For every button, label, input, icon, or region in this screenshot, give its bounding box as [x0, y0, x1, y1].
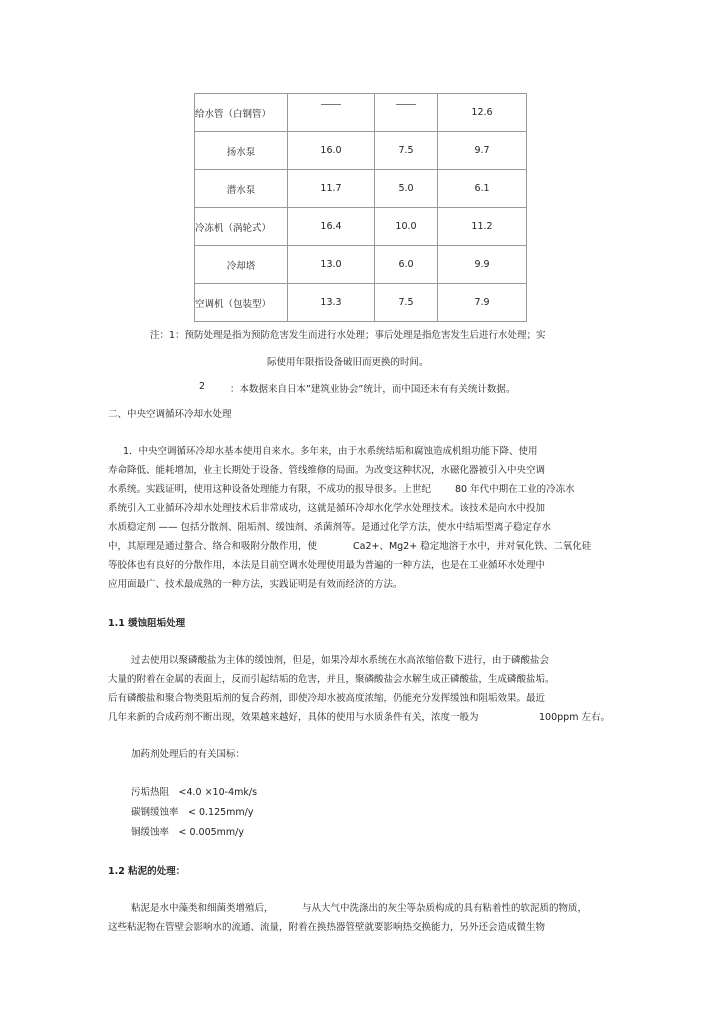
table-cell: 16.0	[288, 132, 375, 170]
table-row	[195, 94, 527, 132]
table-cell: 给水管（白钢管）	[195, 94, 288, 132]
index-line: 污垢热阻 <4.0 ×10-4mk/s	[131, 787, 258, 798]
table-cell: 7.9	[438, 284, 527, 322]
table-cell: 7.5	[375, 284, 438, 322]
table-cell: 7.5	[375, 132, 438, 170]
table-cell: 11.7	[288, 170, 375, 208]
data-table	[194, 93, 527, 322]
note-line-3: ：本数据来自日本”建筑业协会”统计，而中国还未有有关统计数据。	[230, 384, 516, 395]
table-cell: 16.4	[288, 208, 375, 246]
table-cell: 冷却塔	[195, 246, 288, 284]
table-row	[195, 132, 527, 170]
paragraph-line: 中，其原理是通过螯合、络合和吸附分散作用，使	[108, 541, 318, 552]
table-cell: 6.0	[375, 246, 438, 284]
table-cell: 冷冻机（涡轮式）	[195, 208, 288, 246]
paragraph-line: 过去使用以聚磷酸盐为主体的缓蚀剂，但是，如果冷却水系统在水高浓缩倍数下进行，由于磷酸盐会	[131, 655, 550, 666]
index-line: 碳钢缓蚀率 < 0.125mm/y	[131, 807, 254, 818]
paragraph-line: 80 年代中期在工业的冷冻水	[455, 484, 575, 495]
paragraph-line: 水质稳定剂 —— 包括分散剂、阻垢剂、缓蚀剂、杀菌剂等。是通过化学方法，使水中结垢型离子稳定存水	[108, 522, 552, 533]
note-line-1: 注：1：预防处理是指为预防危害发生而进行水处理；事后处理是指危害发生后进行水处理；实	[150, 330, 546, 341]
table-cell: 5.0	[375, 170, 438, 208]
paragraph-line: 100ppm 左右。	[539, 712, 610, 723]
paragraph-line: 大量的附着在金属的表面上，反而引起结垢的危害，并且，聚磷酸盐会水解生成正磷酸盐，生成磷酸盐垢。	[108, 674, 555, 685]
paragraph-line: 水系统。实践证明，使用这种设备处理能力有限，不成功的报导很多。上世纪	[108, 484, 432, 495]
table-cell: 扬水泵	[195, 132, 288, 170]
indices-title: 加药剂处理后的有关国标：	[131, 749, 246, 760]
paragraph-line: 与从大气中洗涤出的灰尘等杂质构成的具有粘着性的软泥质的物质，	[302, 903, 588, 914]
table-cell	[288, 94, 375, 132]
table-cell: 潜水泵	[195, 170, 288, 208]
table-cell: 13.0	[288, 246, 375, 284]
note-number: 2	[199, 381, 206, 392]
paragraph-line: 等胶体也有良好的分散作用，本法是目前空调水处理使用最为普遍的一种方法，也是在工业循环水处理中	[108, 560, 546, 571]
paragraph-line: 这些粘泥物在管壁会影响水的流通、流量，附着在换热器管壁就要影响热交换能力，另外还会造成微生物	[108, 922, 546, 933]
table-cell	[375, 94, 438, 132]
table-row	[195, 246, 527, 284]
table-cell: 10.0	[375, 208, 438, 246]
dash-mark	[321, 104, 341, 106]
table-row	[195, 170, 527, 208]
table-cell: 9.7	[438, 132, 527, 170]
paragraph-line: 后有磷酸盐和聚合物类阻垢剂的复合药剂，即使冷却水被高度浓缩，仍能充分发挥缓蚀和阻垢效果。最近	[108, 693, 546, 704]
paragraph-line: Ca2+、Mg2+ 稳定地溶于水中，并对氧化铁、二氧化硅	[353, 541, 592, 552]
table-row	[195, 208, 527, 246]
table-cell: 13.3	[288, 284, 375, 322]
table-cell: 11.2	[438, 208, 527, 246]
table-cell: 9.9	[438, 246, 527, 284]
index-line: 铜缓蚀率 < 0.005mm/y	[131, 827, 245, 838]
paragraph-line: 寿命降低、能耗增加，业主长期处于设备、管线维修的局面。为改变这种状况，水磁化器被引入中央空调	[108, 465, 546, 476]
paragraph-line: 系统引入工业循环冷却水处理技术后非常成功，这就是循环冷却水化学水处理技术。该技术是向水中投加	[108, 503, 546, 514]
section-heading: 二、中央空调循环冷却水处理	[108, 409, 232, 420]
table-cell: 空调机（包装型）	[195, 284, 288, 322]
note-line-2: 际使用年限指设备破旧而更换的时间。	[267, 357, 429, 368]
paragraph-line: 粘泥是水中藻类和细菌类增殖后，	[131, 903, 274, 914]
section-heading: 1.2 粘泥的处理：	[108, 866, 186, 877]
dash-mark	[396, 104, 416, 106]
paragraph-line: 几年来新的合成药剂不断出现，效果越来越好，具体的使用与水质条件有关，浓度一般为	[108, 712, 479, 723]
paragraph-line: 应用面最广、技术最成熟的一种方法，实践证明是有效而经济的方法。	[108, 579, 403, 590]
table-cell: 6.1	[438, 170, 527, 208]
section-heading: 1.1 缓蚀阻垢处理	[108, 618, 186, 629]
table-row	[195, 284, 527, 322]
paragraph-line: 1．中央空调循环冷却水基本使用自来水。多年来，由于水系统结垢和腐蚀造成机组功能下降、使用	[123, 446, 538, 457]
table-cell: 12.6	[438, 94, 527, 132]
